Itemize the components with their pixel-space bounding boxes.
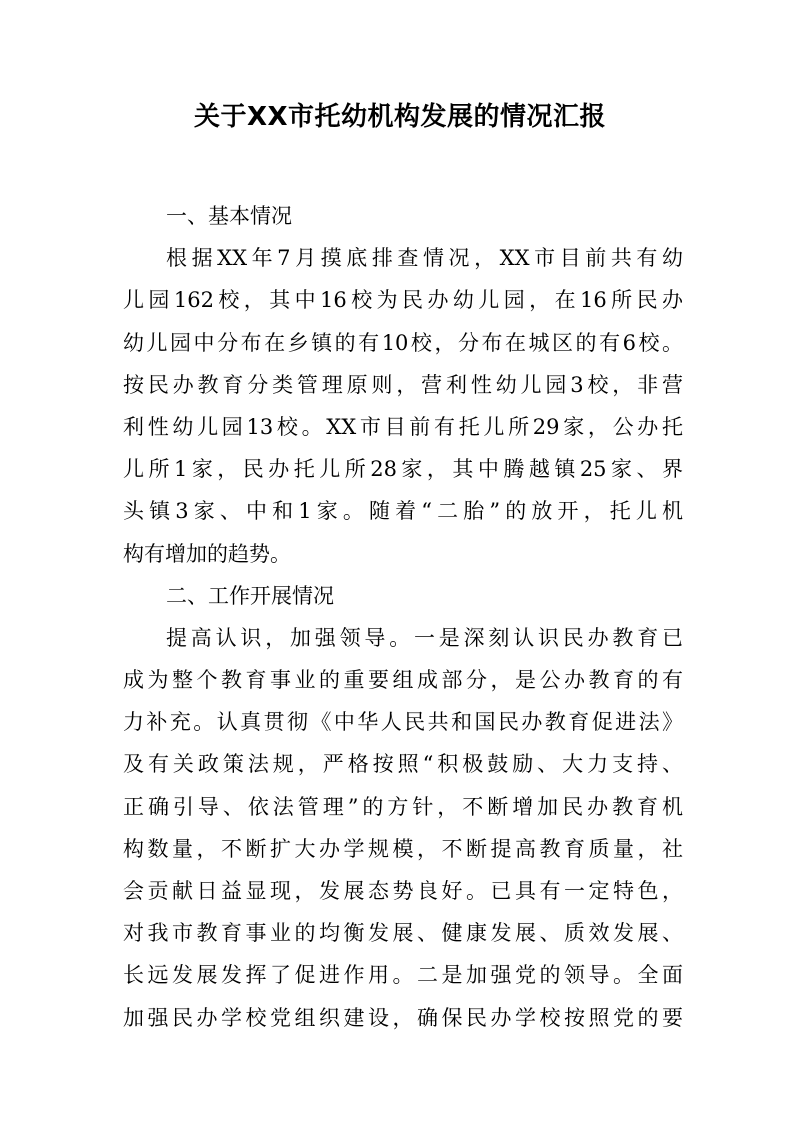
text-line: 成为整个教育事业的重要组成部分，是公办教育的有 [123, 668, 683, 693]
text-line: 构有增加的趋势。 [123, 541, 291, 566]
text-line: 儿所1家，民办托儿所28家，其中腾越镇25家、界 [123, 457, 683, 482]
text-line: 力补充。认真贯彻《中华人民共和国民办教育促进法》 [123, 710, 683, 735]
text-line: 对我市教育事业的均衡发展、健康发展、质效发展、 [123, 921, 683, 946]
document-body [123, 195, 683, 1039]
text-line: 一、基本情况 [166, 204, 292, 228]
text-line: 按民办教育分类管理原则，营利性幼儿园3校，非营 [123, 372, 683, 397]
text-line: 及有关政策法规，严格按照“积极鼓励、大力支持、 [123, 752, 683, 777]
text-line: 构数量，不断扩大办学规模，不断提高教育质量，社 [123, 836, 683, 861]
text-line: 头镇3家、中和1家。随着“二胎”的放开，托儿机 [123, 499, 683, 524]
text-line: 幼儿园中分布在乡镇的有10校，分布在城区的有6校。 [123, 330, 683, 355]
text-line: 儿园162校，其中16校为民办幼儿园，在16所民办 [123, 288, 683, 313]
text-line: 利性幼儿园13校。XX市目前有托儿所29家，公办托 [123, 414, 683, 439]
text-line: 会贡献日益显现，发展态势良好。已具有一定特色， [123, 879, 683, 903]
document-title: 关于XX市托幼机构发展的情况汇报 [193, 102, 607, 132]
text-line: 提高认识，加强领导。一是深刻认识民办教育已 [166, 625, 683, 650]
text-line: 加强民办学校党组织建设，确保民办学校按照党的要 [123, 1005, 683, 1030]
text-line: 长远发展发挥了促进作用。二是加强党的领导。全面 [123, 963, 683, 988]
text-line: 二、工作开展情况 [166, 583, 334, 608]
text-line: 正确引导、依法管理”的方针，不断增加民办教育机 [123, 794, 683, 819]
text-line: 根据XX年7月摸底排查情况，XX市目前共有幼 [166, 246, 683, 271]
